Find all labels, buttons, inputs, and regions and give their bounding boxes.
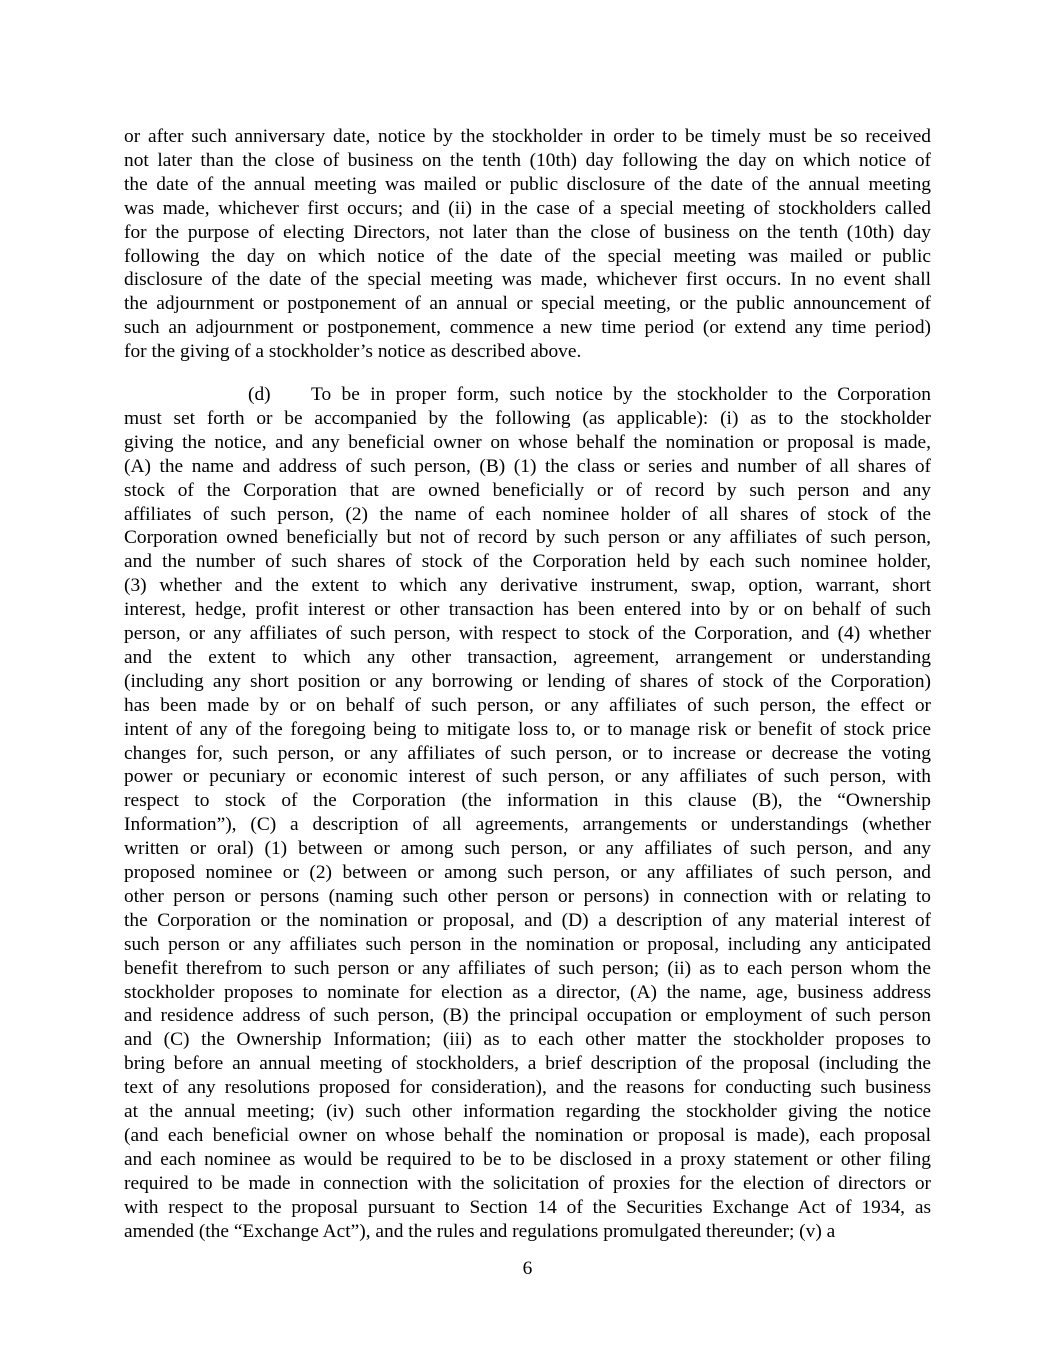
text-line: stock of the Corporation that are owned beneficially or of record by such person and any [124, 479, 931, 501]
page-number: 6 [522, 1258, 533, 1279]
text-line: (3) whether and the extent to which any derivative instrument, swap, option, warrant, short [124, 575, 931, 597]
text-line: other person or persons (naming such other person or persons) in connection with or relating to [124, 885, 931, 907]
text-line: not later than the close of business on the tenth (10th) day following the day on which notice of [124, 149, 931, 171]
text-line: intent of any of the foregoing being to mitigate loss to, or to manage risk or benefit of stock price [124, 718, 931, 740]
text-line: has been made by or on behalf of such person, or any affiliates of such person, the effect or [124, 694, 931, 716]
text-line: the adjournment or postponement of an annual or special meeting, or the public announcement of [124, 293, 931, 315]
text-line: and each nominee as would be required to be to be disclosed in a proxy statement or other filing [124, 1148, 931, 1170]
text-line: for the giving of a stockholder’s notice as described above. [124, 341, 582, 363]
text-line: (and each beneficial owner on whose behalf the nomination or proposal is made), each proposal [124, 1124, 931, 1146]
text-line: To be in proper form, such notice by the stockholder to the Corporation [311, 384, 931, 405]
clause-label: (d) [248, 384, 271, 405]
text-line: interest, hedge, profit interest or other transaction has been entered into by or on behalf of such [124, 599, 931, 621]
text-line: required to be made in connection with the solicitation of proxies for the election of directors or [124, 1172, 931, 1194]
text-line: affiliates of such person, (2) the name of each nominee holder of all shares of stock of the [124, 503, 931, 525]
text-line: following the day on which notice of the date of the special meeting was mailed or public [124, 245, 931, 267]
text-line: the Corporation or the nomination or proposal, and (D) a description of any material interest of [124, 909, 931, 931]
text-line: person, or any affiliates of such person, with respect to stock of the Corporation, and (4) whether [124, 623, 931, 644]
text-line: must set forth or be accompanied by the following (as applicable): (i) as to the stockholder [124, 407, 931, 429]
text-line: changes for, such person, or any affiliates of such person, or to increase or decrease the voting [124, 742, 931, 764]
text-line: benefit therefrom to such person or any affiliates of such person; (ii) as to each person whom the [124, 957, 931, 979]
text-line: and the number of such shares of stock of the Corporation held by each such nominee holder, [124, 551, 931, 573]
text-line: and the extent to which any other transaction, agreement, arrangement or understanding [124, 646, 931, 668]
text-line: Information”), (C) a description of all agreements, arrangements or understandings (whether [124, 814, 931, 836]
text-line: Corporation owned beneficially but not of record by such person or any affiliates of such person, [124, 527, 931, 549]
text-line: at the annual meeting; (iv) such other information regarding the stockholder giving the notice [124, 1101, 931, 1122]
text-line: or after such anniversary date, notice by the stockholder in order to be timely must be so received [124, 126, 931, 147]
text-line: and residence address of such person, (B) the principal occupation or employment of such person [124, 1005, 931, 1027]
text-line: and (C) the Ownership Information; (iii) as to each other matter the stockholder proposes to [124, 1029, 931, 1051]
text-line: text of any resolutions proposed for consideration), and the reasons for conducting such business [124, 1077, 931, 1099]
text-line: such person or any affiliates such person in the nomination or proposal, including any anticipated [124, 933, 931, 955]
text-line: respect to stock of the Corporation (the information in this clause (B), the “Ownership [124, 790, 931, 812]
text-line: for the purpose of electing Directors, not later than the close of business on the tenth (10th) day [124, 221, 931, 243]
text-line: was made, whichever first occurs; and (ii) in the case of a special meeting of stockholders called [124, 197, 931, 219]
text-line: (including any short position or any borrowing or lending of shares of stock of the Corporation) [124, 670, 931, 692]
text-line: proposed nominee or (2) between or among such person, or any affiliates of such person, and [124, 862, 931, 883]
text-line: bring before an annual meeting of stockholders, a brief description of the proposal (including the [124, 1053, 931, 1075]
text-line: with respect to the proposal pursuant to Section 14 of the Securities Exchange Act of 1934, as [124, 1196, 931, 1218]
text-line: power or pecuniary or economic interest of such person, or any affiliates of such person, with [124, 766, 931, 788]
text-line: such an adjournment or postponement, commence a new time period (or extend any time period) [124, 317, 931, 339]
text-line: (A) the name and address of such person, (B) (1) the class or series and number of all shares of [124, 455, 931, 477]
text-line: disclosure of the date of the special meeting was made, whichever first occurs. In no event shall [124, 269, 931, 291]
text-line: the date of the annual meeting was mailed or public disclosure of the date of the annual meeting [124, 173, 931, 195]
text-line: stockholder proposes to nominate for election as a director, (A) the name, age, business address [124, 981, 931, 1003]
text-line: amended (the “Exchange Act”), and the rules and regulations promulgated thereunder; (v) a [124, 1220, 836, 1242]
text-line: written or oral) (1) between or among such person, or any affiliates of such person, and any [124, 838, 931, 860]
text-line: giving the notice, and any beneficial owner on whose behalf the nomination or proposal is made, [124, 431, 931, 453]
